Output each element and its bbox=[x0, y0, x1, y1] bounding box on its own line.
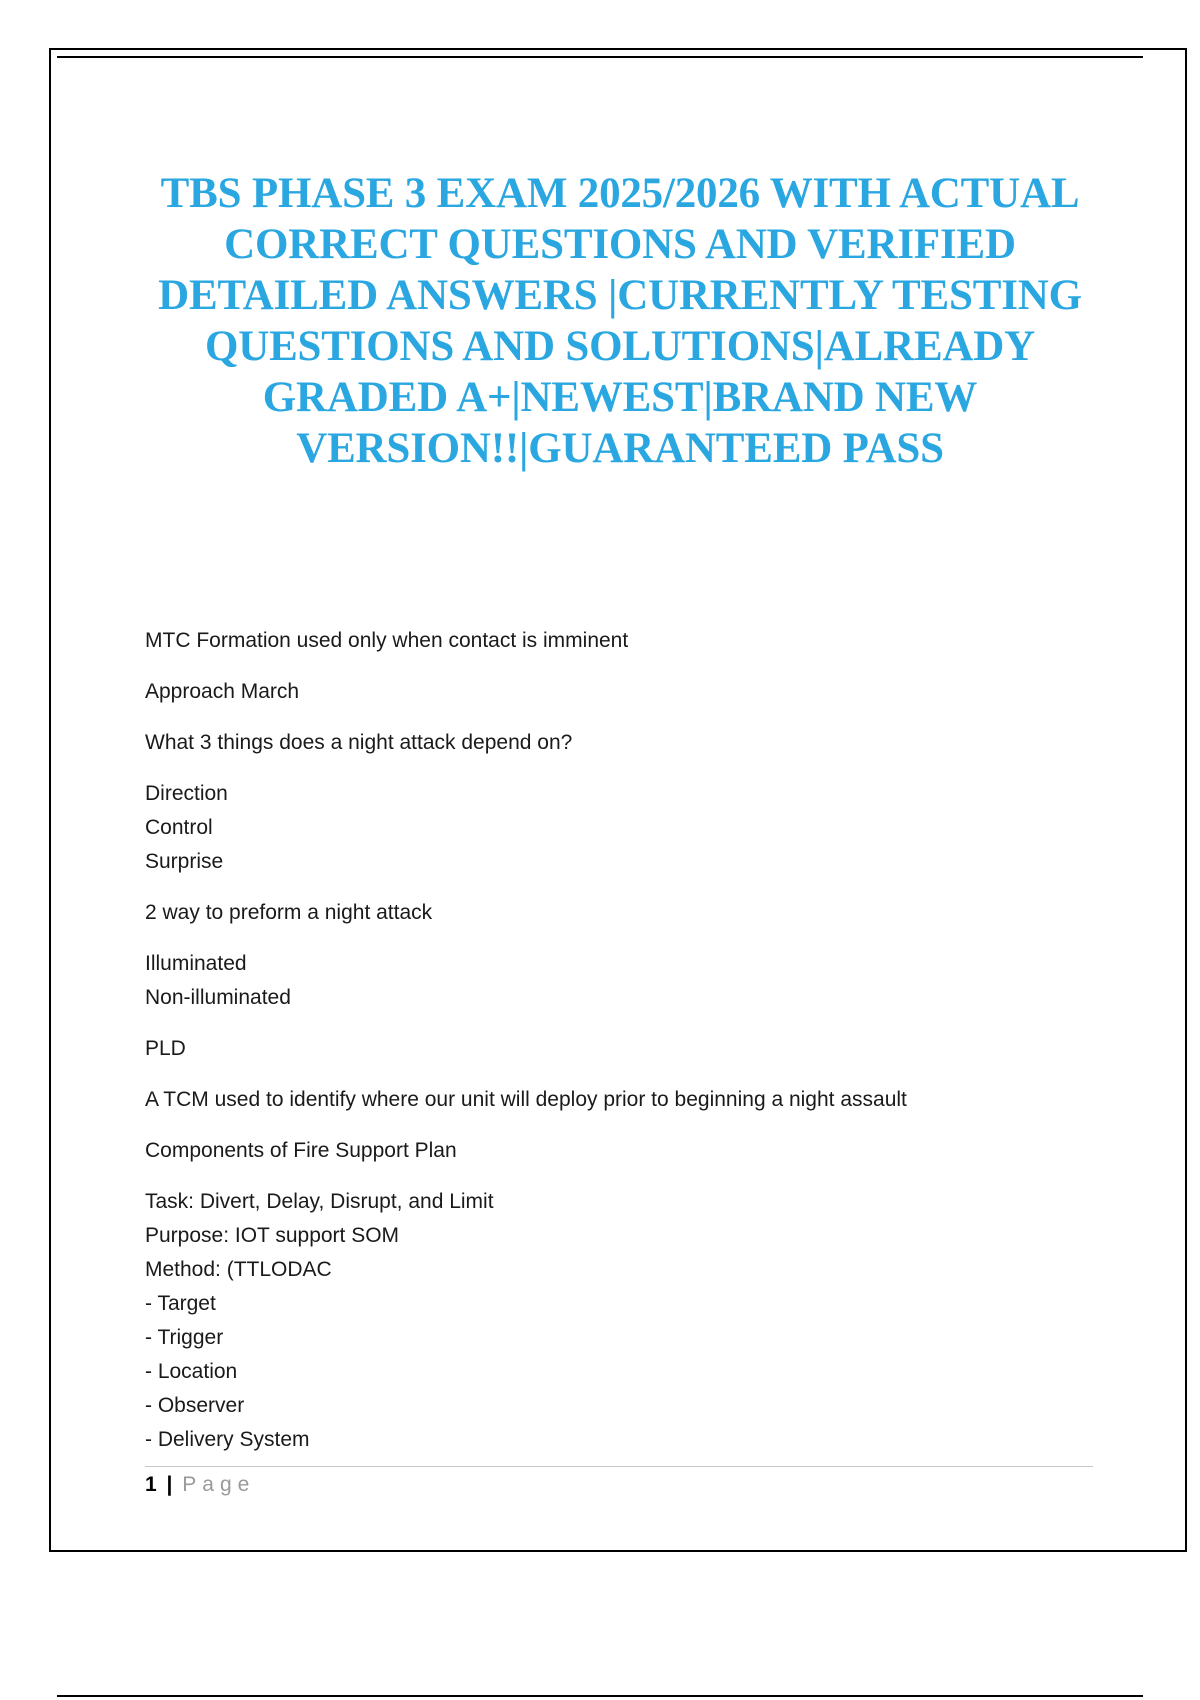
answer-line: - Trigger bbox=[145, 1326, 224, 1349]
answer bbox=[145, 1083, 1105, 1117]
answer-line: A TCM used to identify where our unit will deploy prior to beginning a night assault bbox=[145, 1088, 907, 1111]
question: Components of Fire Support Plan bbox=[145, 1139, 457, 1162]
answer bbox=[145, 1185, 1105, 1457]
answer-line: Illuminated bbox=[145, 952, 247, 975]
answer bbox=[145, 947, 1105, 1015]
answer-line: Purpose: IOT support SOM bbox=[145, 1224, 400, 1247]
page-footer bbox=[145, 1470, 255, 1500]
answer bbox=[145, 777, 1105, 879]
question: What 3 things does a night attack depend on? bbox=[145, 731, 573, 754]
title-line: CORRECT QUESTIONS AND VERIFIED bbox=[224, 221, 1016, 268]
title-line: TBS PHASE 3 EXAM 2025/2026 WITH ACTUAL bbox=[160, 170, 1080, 217]
question: MTC Formation used only when contact is imminent bbox=[145, 629, 629, 652]
answer-line: Task: Divert, Delay, Disrupt, and Limit bbox=[145, 1190, 494, 1213]
answer-line: Surprise bbox=[145, 850, 224, 873]
answer-line: - Observer bbox=[145, 1394, 245, 1417]
answer-line: - Delivery System bbox=[145, 1428, 310, 1451]
bottom-rule bbox=[57, 1695, 1143, 1697]
question: 2 way to preform a night attack bbox=[145, 901, 433, 924]
footer-rule bbox=[145, 1466, 1093, 1467]
qa-list bbox=[145, 624, 1105, 1474]
question: PLD bbox=[145, 1037, 186, 1060]
title-line: GRADED A+|NEWEST|BRAND NEW bbox=[262, 374, 978, 421]
page-label: Page bbox=[182, 1473, 256, 1496]
top-rule bbox=[57, 56, 1143, 58]
document-title bbox=[130, 168, 1110, 474]
answer bbox=[145, 675, 1105, 709]
answer-line: Non-illuminated bbox=[145, 986, 291, 1009]
answer-line: - Location bbox=[145, 1360, 238, 1383]
answer-line: Direction bbox=[145, 782, 228, 805]
answer-line: - Target bbox=[145, 1292, 216, 1315]
title-line: DETAILED ANSWERS |CURRENTLY TESTING bbox=[158, 272, 1082, 319]
footer-separator: | bbox=[166, 1473, 173, 1496]
title-line: QUESTIONS AND SOLUTIONS|ALREADY bbox=[204, 323, 1036, 370]
page-number: 1 bbox=[145, 1473, 157, 1496]
answer-line: Approach March bbox=[145, 680, 300, 703]
title-line: VERSION!!|GUARANTEED PASS bbox=[296, 425, 944, 472]
answer-line: Method: (TTLODAC bbox=[145, 1258, 332, 1281]
answer-line: Control bbox=[145, 816, 213, 839]
